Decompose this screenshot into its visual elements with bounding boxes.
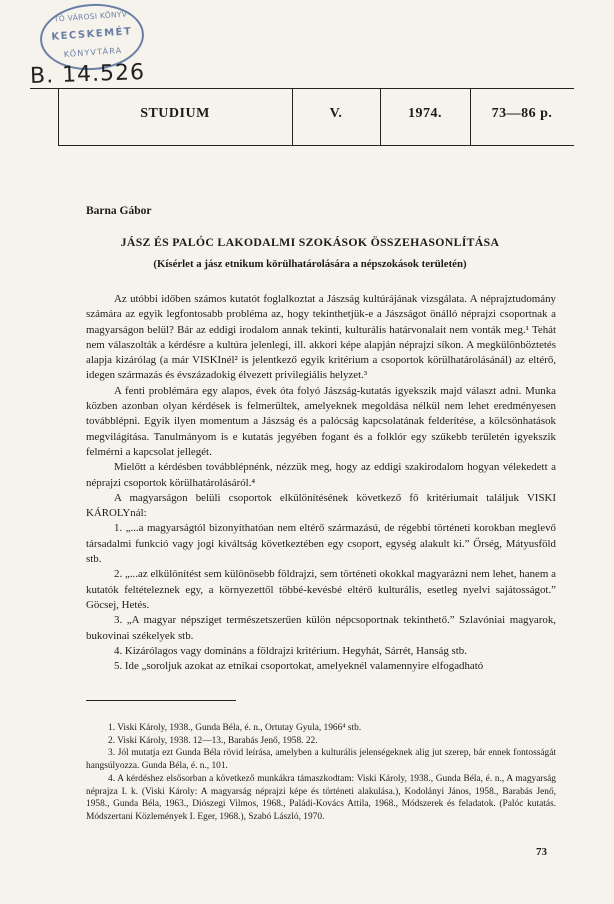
stamp-text-bottom: KÖNYVTÁRA bbox=[63, 45, 123, 59]
journal-volume: V. bbox=[329, 106, 343, 121]
body-paragraph: A magyarságon belüli csoportok elkülönítésének következő fő kritériumait találjuk VISKI KÁROLYnál: bbox=[86, 491, 556, 520]
stamp-text-top: TÓ VÁROSI KÖNYV bbox=[53, 9, 128, 24]
footnote: 2. Viski Károly, 1938. 12—13., Barabás Jenő, 1958. 22. bbox=[108, 735, 318, 746]
body-paragraph: Az utóbbi időben számos kutatót foglalkoztat a Jászság kultúrájának vizsgálata. A néprajztudomány számára az egyik legfontosabb probléma az, hogy tekinthetjük-e a Jászságot önálló néprajzi csoportnak a magyarságon belül? Bár az eddigi irodalom annak tekinti, kulturális határvonalait nem vonták meg.¹ Tehát nem válaszolták a kérdésre a kultúra jelenlegi, ill. akkori képe alapján néprajzi síkon. A megkülönböztetés alapja kizárólag (a már VISKInél² is jelentkező egyik kritérium a csoportok körülhatárolásánál) az eltérő, idegen származás és évszázadokig élvezett privilegiális helyzet.³ bbox=[86, 293, 556, 382]
body-paragraph: Mielőtt a kérdésben továbblépnénk, nézzük meg, hogy az eddigi szakirodalom hogyan vélekedett a néprajzi csoportok körülhatárolásáról.⁴ bbox=[86, 461, 556, 489]
journal-pages: 73—86 p. bbox=[491, 106, 553, 121]
footnote: 4. A kérdéshez elsősorban a következő munkákra támaszkodtam: Viski Károly, 1938., Gunda Béla, é. n., A magyarság néprajza I. k. (Viski Károly: A magyarság néprajzi képe és történeti alakulása.), Kodolányi János, 1958., Barabás Jenő, 1958., Gunda Béla, 1963., Diószegi Vilmos, 1968., Paládi-Kovács Attila, 1968., Módszerek és feladatok. (Palóc kutatás. Módszertani Közlemények I. Eger, 1968.), Szabó László, 1970. bbox=[86, 773, 556, 822]
footnote: 1. Viski Károly, 1938., Gunda Béla, é. n., Ortutay Gyula, 1966⁴ stb. bbox=[108, 723, 362, 733]
journal-header-box bbox=[58, 88, 574, 146]
article-subtitle: (Kísérlet a jász etnikum körülhatárolására a népszokások területén) bbox=[153, 258, 467, 270]
criteria-item: 1. „...a magyarságtól bizonyíthatóan nem eltérő származású, de régebbi történeti korokban meglevő társadalmi funkció vagy jogi kiváltság következtében egy csoport, egység alakult ki.” Őrség, Mátyusföld stb. bbox=[86, 522, 556, 566]
journal-name: STUDIUM bbox=[140, 106, 210, 121]
stamp-text-middle: KECSKEMÉT bbox=[51, 26, 133, 43]
article-body bbox=[86, 292, 556, 674]
journal-year: 1974. bbox=[408, 106, 442, 121]
footnote: 3. Jól mutatja ezt Gunda Béla rövid leírása, amelyben a kulturális jelenségeknek alig jut szerep, bár ennek fontosságát hangsúlyozza. Gunda Béla, é. n., 101. bbox=[86, 748, 556, 772]
footnote-rule bbox=[86, 700, 236, 701]
footnotes bbox=[86, 722, 556, 824]
article-title: JÁSZ ÉS PALÓC LAKODALMI SZOKÁSOK ÖSSZEHASONLÍTÁSA bbox=[120, 235, 500, 249]
criteria-item: 5. Ide „soroljuk azokat az etnikai csoportokat, amelyeknél valamennyire elfogadható bbox=[114, 660, 484, 673]
page-number: 73 bbox=[536, 846, 547, 858]
criteria-item: 3. „A magyar népsziget természetszerűen külön népcsoportnak tekinthető.” Szlavóniai magyarok, bukovinai székelyek stb. bbox=[86, 614, 556, 642]
handwritten-call-number: B. 14.526 bbox=[29, 59, 146, 90]
body-paragraph: A fenti problémára egy alapos, évek óta folyó Jászság-kutatás igyekszik majd választ adni. Munka közben azonban olyan kérdések is felmerültek, amelyeknek megoldása nélkül nem lehet eredményesen továbblépni. Egyik ilyen momentum a Jászság és a palócság kapcsolatának felderítése, a kölcsönhatások megvilágítása. Tanulmányom is e kutatás jegyében fogant és a folklór egy szűkebb területén igyekszik felmérni a kapcsolat jellegét. bbox=[86, 384, 556, 458]
criteria-item: 2. „...az elkülönítést sem különösebb földrajzi, sem történeti okokkal magyarázni nem lehet, hanem a kutatók feltételeznek egy, a környezettől többé-kevésbé eltérő kulturális, esetleg nyelvi sajátosságot.” Göcsej, Hetés. bbox=[86, 568, 556, 611]
article-author: Barna Gábor bbox=[86, 205, 152, 217]
criteria-item: 4. Kizárólagos vagy domináns a földrajzi kritérium. Hegyhát, Sárrét, Hanság stb. bbox=[114, 644, 467, 657]
